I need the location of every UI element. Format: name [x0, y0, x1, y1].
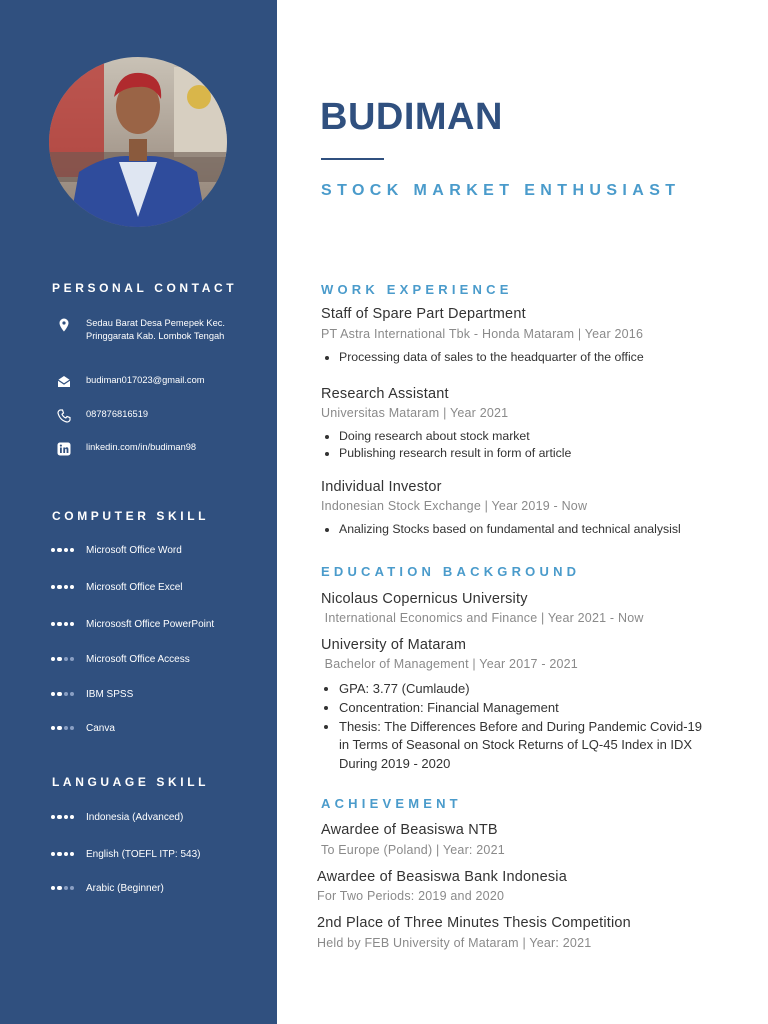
skill-dot — [51, 692, 55, 696]
computer-skill-item — [51, 722, 261, 736]
language-skill-item — [51, 848, 261, 862]
skill-label: Microsoft Office Access — [86, 654, 190, 665]
skill-dot — [57, 726, 61, 730]
contact-email-text[interactable]: budiman017023@gmail.com — [86, 375, 205, 385]
computer-skill-item — [51, 581, 261, 595]
skill-dot — [64, 585, 68, 589]
skill-dot — [64, 815, 68, 819]
computer-skill-item — [51, 544, 261, 558]
achievement-title-3: 2nd Place of Three Minutes Thesis Competition — [317, 915, 631, 931]
contact-email[interactable] — [56, 374, 256, 390]
skill-dot — [70, 726, 74, 730]
list-item: • Doing research about stock market — [339, 428, 571, 445]
skill-dot — [70, 852, 74, 856]
contact-address — [56, 317, 256, 357]
skill-dot — [57, 852, 61, 856]
sidebar — [0, 0, 277, 1024]
skill-dot — [64, 692, 68, 696]
skill-dot — [57, 692, 61, 696]
contact-address-text: Sedau Barat Desa Pemepek Kec. Pringgarata Kab. Lombok Tengah — [86, 318, 226, 341]
job-duties-3 — [321, 521, 681, 538]
skill-dot — [57, 585, 61, 589]
personal-contact-heading: PERSONAL CONTACT — [52, 281, 238, 295]
skill-label: Microsoft Office Word — [86, 545, 182, 556]
skill-dot — [57, 657, 61, 661]
skill-dot — [51, 657, 55, 661]
skill-dot — [51, 726, 55, 730]
skill-dot — [64, 852, 68, 856]
job-title: STOCK MARKET ENTHUSIAST — [321, 182, 681, 199]
language-skill-item — [51, 882, 261, 896]
skill-label: Canva — [86, 723, 115, 734]
language-skill-item — [51, 811, 261, 825]
location-pin-icon — [56, 317, 72, 333]
achievement-detail-1: To Europe (Poland) | Year: 2021 — [321, 843, 505, 857]
achievement-title-1: Awardee of Beasiswa NTB — [321, 822, 498, 838]
achievement-detail-2: For Two Periods: 2019 and 2020 — [317, 889, 505, 903]
name-divider — [321, 158, 384, 160]
school-name-1: Nicolaus Copernicus University — [321, 591, 528, 607]
email-icon — [56, 374, 72, 390]
job-title-3: Individual Investor — [321, 479, 442, 495]
list-item: • Concentration: Financial Management — [339, 699, 711, 718]
skill-label: English (TOEFL ITP: 543) — [86, 849, 201, 860]
computer-skill-heading: COMPUTER SKILL — [52, 509, 210, 523]
work-experience-heading: WORK EXPERIENCE — [321, 282, 513, 297]
skill-dot — [64, 726, 68, 730]
skill-dot — [51, 815, 55, 819]
list-item: • Processing data of sales to the headquarter of the office — [339, 349, 644, 366]
education-heading: EDUCATION BACKGROUND — [321, 564, 581, 579]
list-item: • Analizing Stocks based on fundamental and technical analysisl — [339, 521, 681, 538]
skill-dot — [57, 886, 61, 890]
skill-dot — [70, 886, 74, 890]
job-duties-1 — [321, 349, 644, 366]
skill-dot — [70, 585, 74, 589]
job-company-2: Universitas Mataram | Year 2021 — [321, 406, 509, 420]
skill-dot — [57, 548, 61, 552]
skill-dot — [51, 852, 55, 856]
school-detail-2: Bachelor of Management | Year 2017 - 2021 — [321, 657, 578, 671]
linkedin-icon — [56, 441, 72, 457]
list-item: • Publishing research result in form of article — [339, 445, 571, 462]
skill-dot — [57, 815, 61, 819]
skill-dot — [64, 657, 68, 661]
school-name-2: University of Mataram — [321, 637, 467, 653]
skill-dot — [51, 622, 55, 626]
skill-dot — [70, 815, 74, 819]
skill-dot — [51, 585, 55, 589]
skill-dot — [64, 622, 68, 626]
contact-linkedin[interactable] — [56, 441, 256, 457]
education-details — [321, 680, 711, 774]
job-duties-2 — [321, 428, 571, 461]
computer-skill-item — [51, 618, 261, 632]
skill-label: Arabic (Beginner) — [86, 883, 164, 894]
skill-dot — [70, 548, 74, 552]
skill-dot — [70, 657, 74, 661]
contact-linkedin-text[interactable]: linkedin.com/in/budiman98 — [86, 442, 197, 452]
job-title-1: Staff of Spare Part Department — [321, 306, 526, 322]
skill-label: Indonesia (Advanced) — [86, 812, 184, 823]
skill-dot — [51, 548, 55, 552]
language-skill-heading: LANGUAGE SKILL — [52, 775, 210, 789]
list-item: • GPA: 3.77 (Cumlaude) — [339, 680, 711, 699]
job-company-1: PT Astra International Tbk - Honda Mataram | Year 2016 — [321, 327, 644, 341]
skill-label: Microsoft Office Excel — [86, 582, 183, 593]
skill-dot — [70, 692, 74, 696]
job-company-3: Indonesian Stock Exchange | Year 2019 - Now — [321, 499, 588, 513]
achievement-detail-3: Held by FEB University of Mataram | Year: 2021 — [317, 936, 592, 950]
achievement-heading: ACHIEVEMENT — [321, 796, 462, 811]
contact-phone-text[interactable]: 087876816519 — [86, 409, 149, 419]
skill-label: Micrososft Office PowerPoint — [86, 619, 215, 630]
skill-dot — [64, 886, 68, 890]
school-detail-1: International Economics and Finance | Year 2021 - Now — [321, 611, 644, 625]
profile-photo — [49, 57, 227, 227]
skill-dot — [64, 548, 68, 552]
phone-icon — [56, 408, 72, 424]
skill-label: IBM SPSS — [86, 689, 134, 700]
job-title-2: Research Assistant — [321, 386, 449, 402]
computer-skill-item — [51, 653, 261, 667]
list-item: • Thesis: The Differences Before and During Pandemic Covid-19 in Terms of Seasonal on Stock Returns of LQ-45 Index in IDX During 2019 - 2020 — [339, 718, 711, 774]
skill-dot — [57, 622, 61, 626]
contact-phone[interactable] — [56, 408, 256, 424]
skill-dot — [51, 886, 55, 890]
skill-dot — [70, 622, 74, 626]
person-name: BUDIMAN — [320, 96, 503, 138]
achievement-title-2: Awardee of Beasiswa Bank Indonesia — [317, 869, 567, 885]
computer-skill-item — [51, 688, 261, 702]
